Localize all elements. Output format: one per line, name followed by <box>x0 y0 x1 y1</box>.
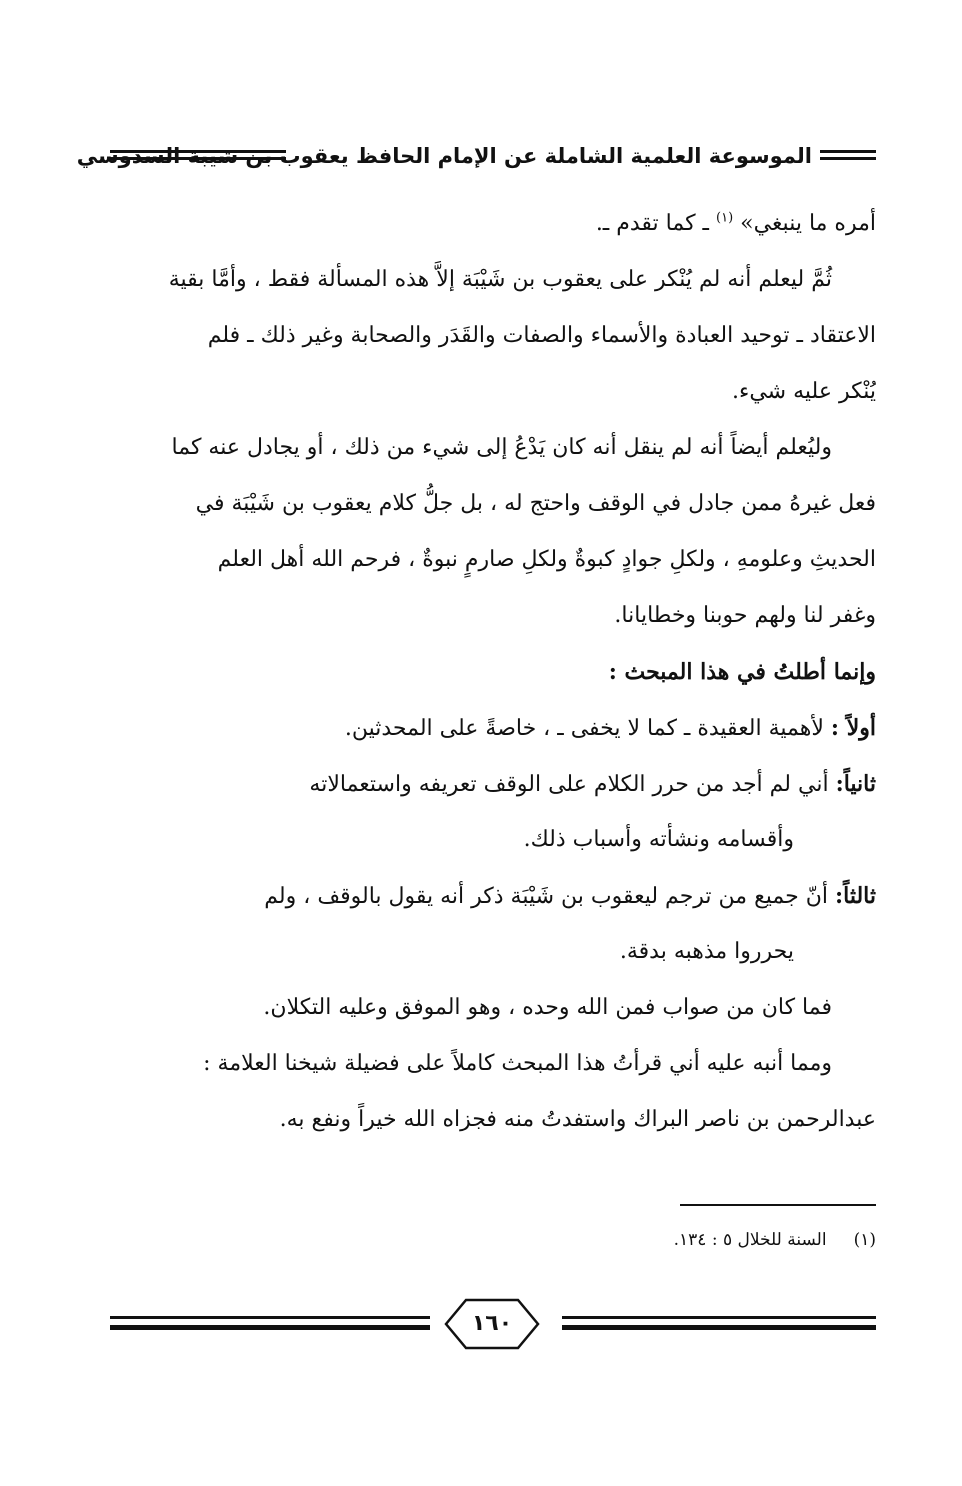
paragraph-line: الحديثِ وعلومهِ ، ولكلِ جوادٍ كبوةٌ ولكلِ صارمٍ نبوةٌ ، فرحم الله أهل العلم <box>217 547 876 572</box>
running-header <box>76 136 876 176</box>
page-number: ١٦٠ <box>471 1311 513 1336</box>
header-title: الموسوعة العلمية الشاملة عن الإمام الحافظ يعقوب بن شيبة السدوسي <box>76 144 812 168</box>
paragraph-line: فما كان من صواب فمن الله وحده ، وهو الموفق وعليه التكلان. <box>263 995 832 1020</box>
main-text <box>110 196 876 1148</box>
paragraph-line: فعل غيرهُ ممن جادل في الوقف واحتج له ، بل جلُّ كلام يعقوب بن شَيْبَة في <box>195 491 876 516</box>
paragraph-line: عبدالرحمن بن ناصر البراك واستفدتُ منه فجزاه الله خيراً ونفع به. <box>279 1107 876 1132</box>
paragraph-line: ثُمَّ ليعلم أنه لم يُنْكر على يعقوب بن شَيْبَة إلاَّ هذه المسألة فقط ، وأمَّا بقية <box>168 267 832 292</box>
footnote-separator <box>680 1204 876 1206</box>
footnote-marker: (١) <box>853 1230 876 1250</box>
paragraph-line: الاعتقاد ـ توحيد العبادة والأسماء والصفات والقَدَر والصحابة وغير ذلك ـ فلم <box>207 323 876 348</box>
footnote-text: السنة للخلال ٥ : ١٣٤. <box>673 1230 827 1250</box>
paragraph-line: ومما أنبه عليه أني قرأتُ هذا المبحث كاملاً على فضيلة شيخنا العلامة : <box>203 1051 832 1076</box>
list-label: ثانياً: <box>835 771 876 797</box>
section-heading: وإنما أطلتُ في هذا المبحث : <box>608 659 876 685</box>
paragraph-line: وليُعلم أيضاً أنه لم ينقل أنه كان يَدْعُ إلى شيء من ذلك ، أو يجادل عنه كما <box>171 435 832 460</box>
list-continuation: وأقسامه ونشأته وأسباب ذلك. <box>523 827 794 852</box>
list-text: أني لم أجد من حرر الكلام على الوقف تعريفه واستعمالاته <box>309 772 829 797</box>
footer-rule-left <box>110 1316 430 1330</box>
page-footer <box>110 1296 876 1356</box>
footnote <box>520 1230 876 1250</box>
quote-end: أمره ما ينبغي» <box>740 211 876 236</box>
text-line <box>110 196 876 252</box>
quote-tail: ـ كما تقدم ـ. <box>595 211 709 236</box>
paragraph-line: وغفر لنا ولهم حوبنا وخطايانا. <box>614 603 876 628</box>
list-continuation: يحرروا مذهبه بدقة. <box>619 939 794 964</box>
list-item-third <box>110 868 876 924</box>
list-item-second <box>110 756 876 812</box>
list-text: أنّ جميع من ترجم ليعقوب بن شَيْبَة ذكر أنه يقول بالوقف ، ولم <box>264 884 828 909</box>
list-label: أولاً : <box>830 715 876 741</box>
footnote-reference: (١) <box>716 210 734 226</box>
header-rule-right <box>820 150 876 160</box>
list-item-first <box>110 700 876 756</box>
list-text: لأهمية العقيدة ـ كما لا يخفى ـ ، خاصةً على المحدثين. <box>344 716 824 741</box>
list-label: ثالثاً: <box>835 883 876 909</box>
paragraph-line: يُنْكر عليه شيء. <box>732 379 876 404</box>
footer-rule-right <box>562 1316 876 1330</box>
